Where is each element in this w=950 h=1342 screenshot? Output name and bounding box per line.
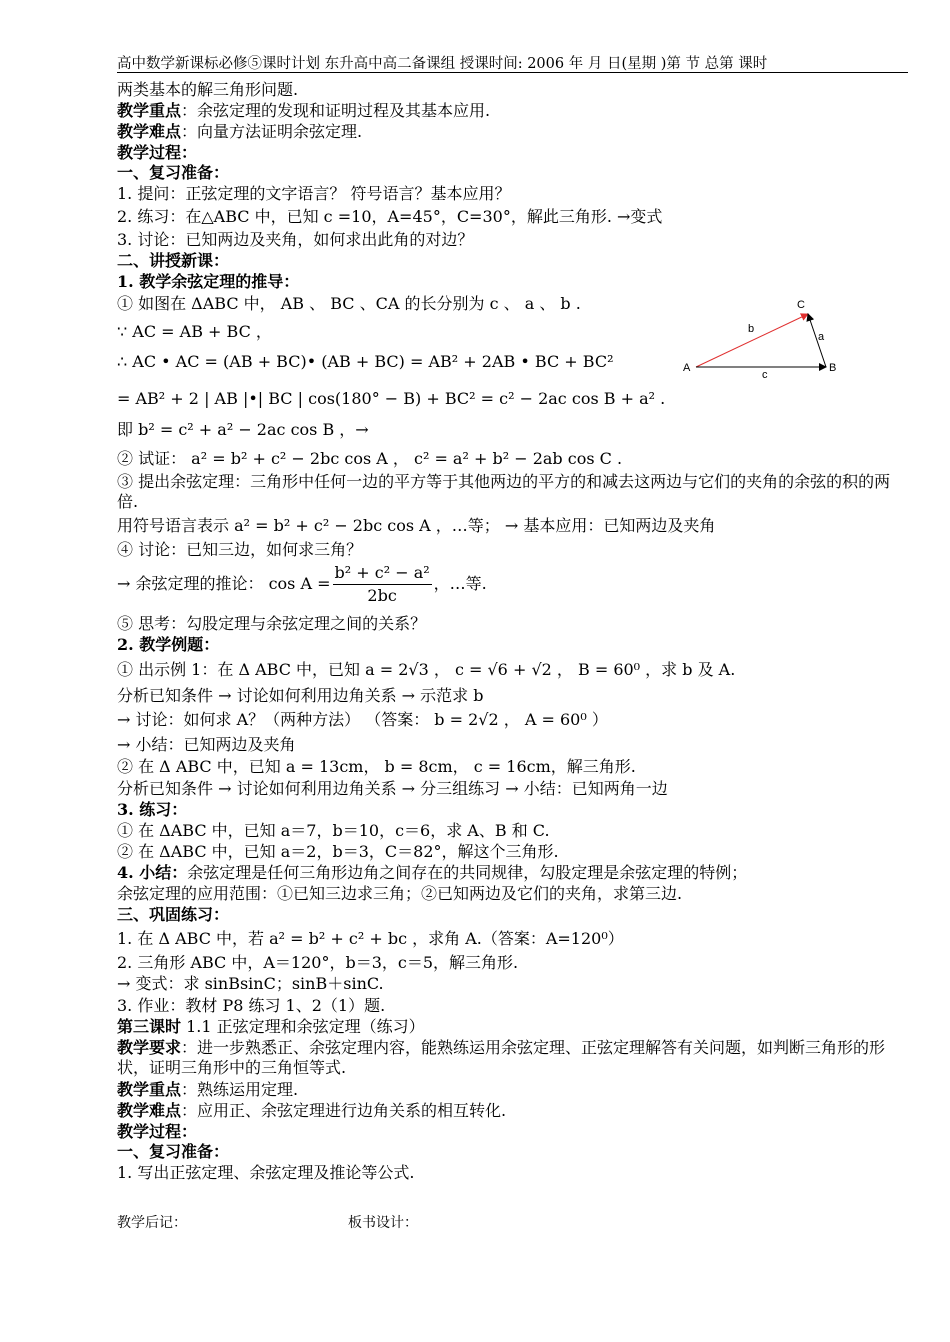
text-line: 3. 作业：教材 P8 练习 1、2（1）题.	[117, 996, 386, 1015]
requirements-paragraph	[117, 1038, 909, 1078]
key-points-line	[117, 101, 490, 121]
section-heading: 二、讲授新课：	[117, 251, 230, 270]
text-line: → 讨论：如何求 A？（两种方法） （答案： b = 2√2 ， A = 60⁰ ）	[117, 710, 608, 729]
requirements-text: ：进一步熟悉正、余弦定理内容，能熟练运用余弦定理、正弦定理解答有关问题，如判断三角形的形状，证明三角形中的三角恒等式.	[117, 1038, 886, 1077]
subsection-heading: 3. 练习：	[117, 800, 188, 819]
formula-prefix: → 余弦定理的推论： cos A =	[117, 574, 331, 593]
text-line: → 变式：求 sinBsinC；sinB＋sinC.	[117, 974, 384, 993]
key-points-label: 教学重点	[117, 101, 182, 120]
vertex-b-label: B	[829, 362, 837, 374]
formula-suffix: ，…等.	[433, 574, 487, 593]
text-line: ④ 讨论：已知三边，如何求三角？	[117, 540, 363, 559]
lesson-title-text: 1.1 正弦定理和余弦定理（练习）	[181, 1017, 425, 1036]
text-line: 2. 练习：在△ABC 中，已知 c =10，A=45°，C=30°，解此三角形. →变式	[117, 207, 663, 226]
section-heading: 三、巩固练习：	[117, 905, 230, 924]
text-line: 分析已知条件 → 讨论如何利用边角关系 → 分三组练习 → 小结：已知两角一边	[117, 779, 668, 798]
text-line: 1. 提问：正弦定理的文字语言？ 符号语言？基本应用？	[117, 184, 511, 203]
fraction	[333, 562, 432, 607]
difficulty-line	[117, 1101, 506, 1121]
text-paragraph: ③ 提出余弦定理：三角形中任何一边的平方等于其他两边的平方的和减去这两边与它们的夹角的余弦的积的两倍.	[117, 472, 891, 511]
header-rule	[117, 72, 908, 73]
formula-line: ∵ AC = AB + BC ，	[117, 322, 272, 341]
vertex-c-label: C	[797, 299, 805, 311]
key-points-text: ：余弦定理的发现和证明过程及其基本应用.	[181, 101, 491, 120]
text-line: ① 出示例 1：在 Δ ABC 中，已知 a = 2√3 ， c = √6 + √2 ， B = 60⁰ ，求 b 及 A.	[117, 660, 736, 679]
formula-line: ∴ AC • AC = (AB + BC)• (AB + BC) = AB² + 2AB • BC + BC²	[117, 352, 614, 371]
formula-line: ② 试证： a² = b² + c² − 2bc cos A ， c² = a² + b² − 2ab cos C .	[117, 449, 623, 468]
side-b-vector	[696, 314, 808, 367]
key-points-label: 教学重点	[117, 1080, 182, 1099]
text-line: ② 在 Δ ABC 中，已知 a = 13cm， b = 8cm， c = 16cm，解三角形.	[117, 757, 636, 776]
difficulty-line	[117, 122, 362, 142]
text-line: 1. 在 Δ ABC 中，若 a² = b² + c² + bc ，求角 A.（答案：A=120⁰）	[117, 929, 624, 948]
subsection-heading: 2. 教学例题：	[117, 635, 220, 654]
section-heading: 教学过程：	[117, 1122, 198, 1141]
key-points-line	[117, 1080, 298, 1100]
formula-line: 即 b² = c² + a² − 2ac cos B ，→	[117, 420, 369, 439]
text-line: ② 在 ΔABC 中，已知 a＝2，b＝3，C＝82°，解这个三角形.	[117, 842, 559, 861]
section-heading: 教学过程：	[117, 143, 198, 162]
text-line: ① 在 ΔABC 中，已知 a＝7，b＝10，c＝6，求 A、B 和 C.	[117, 821, 550, 840]
section-heading: 一、复习准备：	[117, 163, 230, 182]
text-line: 2. 三角形 ABC 中，A＝120°，b＝3，c＝5，解三角形.	[117, 953, 519, 972]
requirements-label: 教学要求	[117, 1038, 182, 1057]
text-line: 1. 写出正弦定理、余弦定理及推论等公式.	[117, 1163, 415, 1182]
teaching-notes-label: 教学后记：	[117, 1215, 187, 1231]
text-line: 余弦定理的应用范围：①已知三边求三角；②已知两边及它们的夹角，求第三边.	[117, 884, 683, 903]
difficulty-text: ：应用正、余弦定理进行边角关系的相互转化.	[181, 1101, 507, 1120]
fraction-denominator: 2bc	[367, 586, 397, 605]
fraction-numerator: b² + c² − a²	[333, 562, 432, 585]
text-line: 两类基本的解三角形问题.	[117, 80, 299, 99]
difficulty-label: 教学难点	[117, 122, 182, 141]
difficulty-label: 教学难点	[117, 1101, 182, 1120]
formula-line: 用符号语言表示 a² = b² + c² − 2bc cos A ，…等； → 基本应用：已知两边及夹角	[117, 516, 716, 535]
key-points-text: ：熟练运用定理.	[181, 1080, 299, 1099]
side-a-label: a	[818, 331, 825, 343]
section-heading: 一、复习准备：	[117, 1142, 230, 1161]
text-line: 3. 讨论：已知两边及夹角，如何求出此角的对边？	[117, 230, 474, 249]
difficulty-text: ：向量方法证明余弦定理.	[181, 122, 363, 141]
board-design-label: 板书设计：	[348, 1215, 418, 1231]
summary-label: 4. 小结：	[117, 863, 188, 882]
text-line: → 小结：已知两边及夹角	[117, 735, 296, 754]
vertex-a-label: A	[683, 362, 691, 374]
triangle-diagram	[680, 296, 840, 380]
side-c-label: c	[762, 369, 768, 380]
text-line: 分析已知条件 → 讨论如何利用边角关系 → 示范求 b	[117, 686, 484, 705]
lesson-title-label: 第三课时	[117, 1017, 182, 1036]
summary-text: 余弦定理是任何三角形边角之间存在的共同规律，勾股定理是余弦定理的特例；	[187, 863, 748, 882]
lesson-title-line	[117, 1017, 425, 1037]
subsection-heading: 1. 教学余弦定理的推导：	[117, 272, 300, 291]
text-line: ① 如图在 ΔABC 中， AB 、 BC 、CA 的长分别为 c 、 a 、 b .	[117, 294, 581, 313]
summary-line	[117, 863, 747, 883]
side-b-label: b	[748, 323, 755, 335]
text-line: ⑤ 思考：勾股定理与余弦定理之间的关系？	[117, 614, 427, 633]
page-header: 高中数学新课标必修⑤课时计划 东升高中高二备课组 授课时间: 2006 年 月 日(星期 )第 节 总第 课时	[117, 56, 768, 72]
formula-line: = AB² + 2 | AB |•| BC | cos(180° − B) + BC² = c² − 2ac cos B + a² .	[117, 389, 666, 408]
formula-line	[117, 562, 487, 610]
